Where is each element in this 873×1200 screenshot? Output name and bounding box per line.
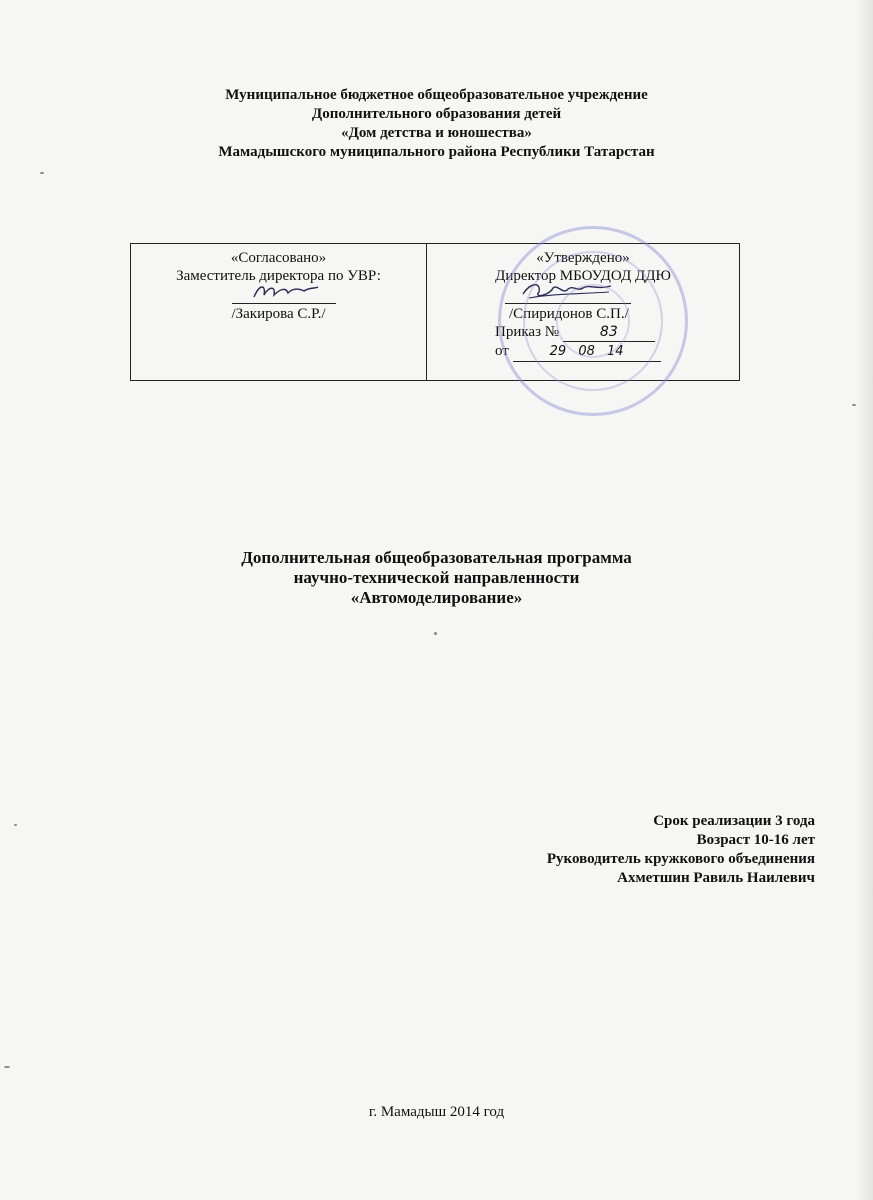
scan-speck (4, 1066, 10, 1068)
agreed-heading: «Согласовано» (230, 250, 327, 266)
agreed-position: Заместитель директора по УВР: (176, 268, 381, 284)
city-year: г. Мамадыш 2014 год (368, 1104, 505, 1120)
scan-speck (14, 824, 17, 826)
order-date: 29 08 14 (513, 343, 661, 362)
program-details (315, 812, 815, 888)
program-leader-role: Руководитель кружкового объединения (546, 851, 815, 867)
approval-table (130, 243, 740, 381)
header-line-2: Дополнительного образования детей (311, 106, 562, 122)
scan-speck (434, 632, 437, 635)
program-age: Возраст 10-16 лет (696, 832, 815, 848)
institution-header (0, 86, 873, 162)
order-label: Приказ № (495, 324, 560, 340)
agreed-name: /Закирова С.Р./ (231, 306, 326, 322)
approved-signature-line (505, 285, 631, 304)
order-number: 83 (563, 323, 655, 342)
header-line-1: Муниципальное бюджетное общеобразовательное учреждение (225, 87, 648, 103)
scan-speck (852, 404, 856, 406)
title-line-2: научно-технической направленности (293, 568, 580, 587)
header-line-4: Мамадышского муниципального района Республики Татарстан (218, 144, 655, 160)
approval-cell-approved (427, 244, 739, 380)
header-line-3: «Дом детства и юношества» (341, 125, 532, 141)
approved-signature (519, 280, 615, 304)
scan-edge (859, 0, 873, 1200)
approved-heading: «Утверждено» (536, 250, 630, 266)
program-term: Срок реализации 3 года (653, 813, 815, 829)
program-leader-name: Ахметшин Равиль Наилевич (617, 870, 815, 886)
agreed-signature-line (232, 285, 336, 304)
approved-name: /Спиридонов С.П./ (509, 306, 629, 322)
title-line-3: «Автомоделирование» (350, 588, 523, 607)
approved-position: Директор МБОУДОД ДДЮ (495, 268, 671, 284)
agreed-signature (250, 281, 320, 303)
title-line-1: Дополнительная общеобразовательная программа (241, 548, 632, 567)
program-title (0, 548, 873, 608)
scan-speck (40, 172, 44, 174)
approval-cell-agreed (131, 244, 427, 380)
date-label: от (495, 343, 509, 359)
